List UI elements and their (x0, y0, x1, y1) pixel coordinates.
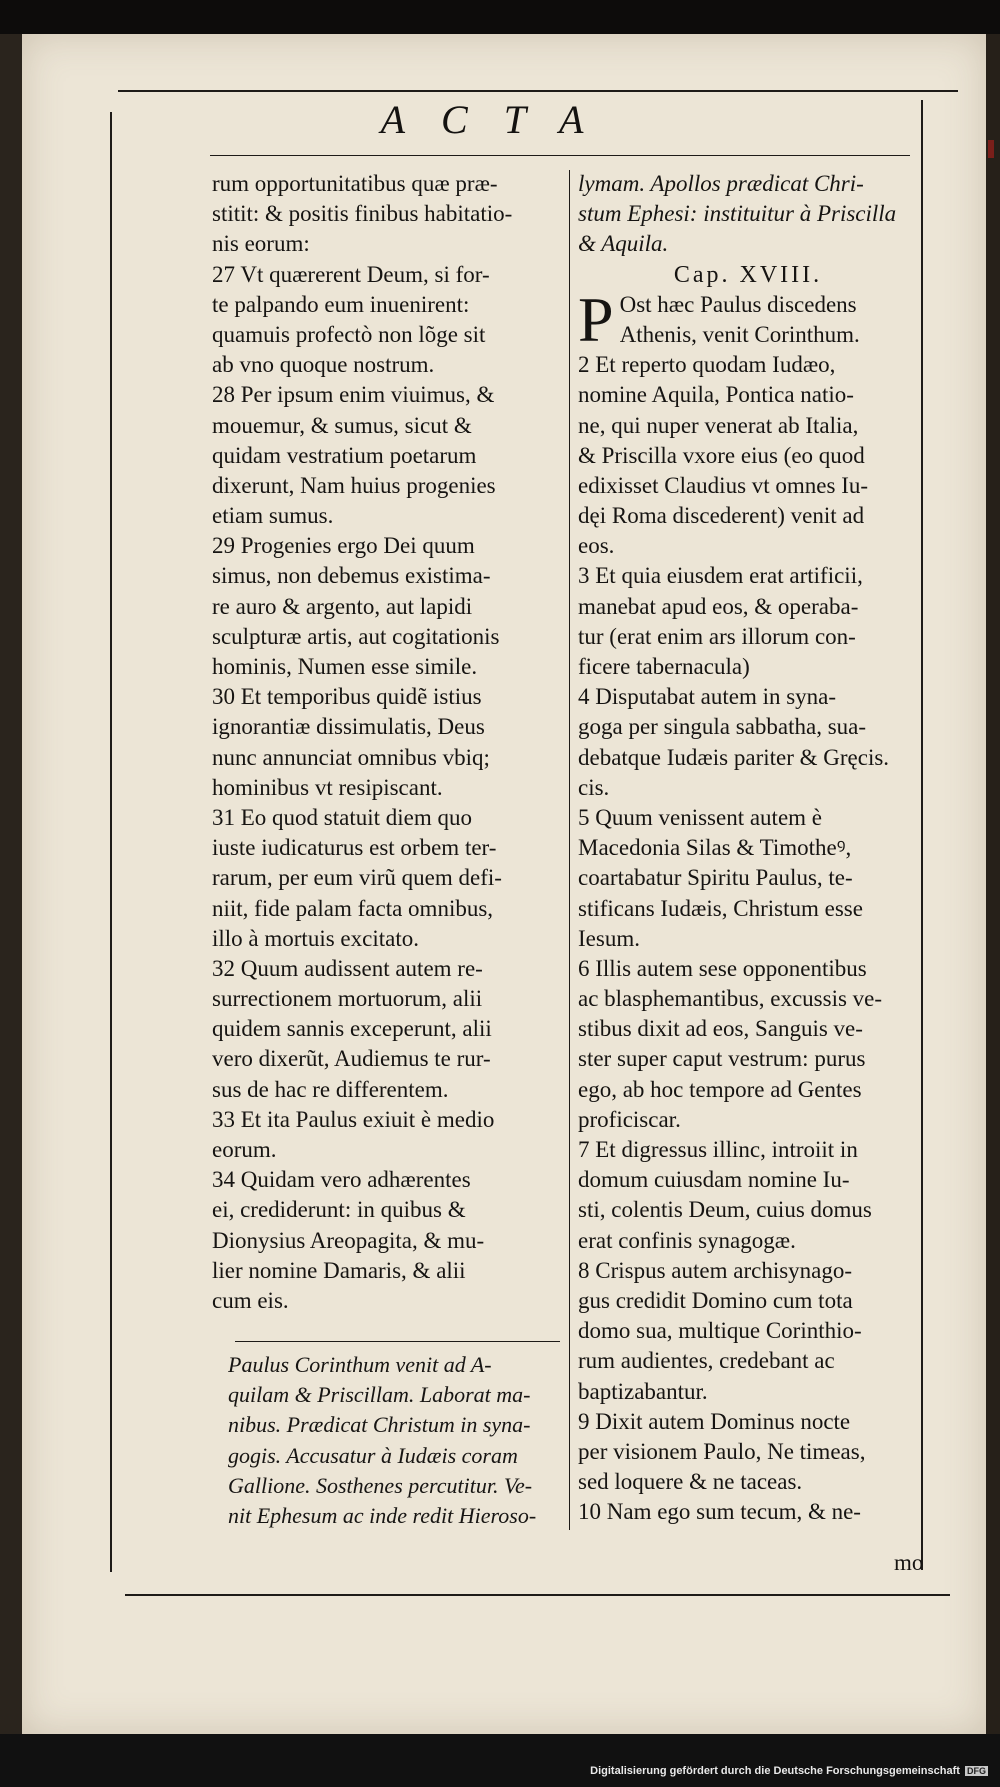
text-line: sed loquere & ne taceas. (578, 1469, 803, 1495)
summary-line: Gallione. Sosthenes percutitur. Ve- (228, 1472, 533, 1498)
text-line: Dionysius Areopagita, & mu- (212, 1227, 485, 1253)
text-line: simus, non debemus existima- (212, 563, 491, 589)
top-rule (118, 90, 958, 92)
text-line: 4 Disputabat autem in syna- (578, 684, 837, 710)
text-line: 33 Et ita Paulus exiuit è medio (212, 1106, 495, 1132)
text-line: quidem sannis exceperunt, alii (212, 1016, 492, 1042)
text-line: Iesum. (578, 925, 640, 951)
text-line: manebat apud eos, & operaba- (578, 593, 859, 619)
digitization-credit (590, 1765, 988, 1777)
text-line: dixerunt, Nam huius progenies (212, 472, 496, 498)
text-line: 34 Quidam vero adhærentes (212, 1167, 471, 1193)
text-line: mouemur, & sumus, sicut & (212, 412, 472, 438)
text-line: eos. (578, 533, 615, 559)
text-line: 31 Eo quod statuit diem quo (212, 804, 473, 830)
text-line: 27 Vt quærerent Deum, si for- (212, 261, 490, 287)
summary-line: quilam & Priscillam. Laborat ma- (228, 1382, 531, 1408)
text-line: coartabatur Spiritu Paulus, te- (578, 865, 853, 891)
chapter-summary-continued (578, 169, 918, 260)
text-line: ficere tabernacula) (578, 654, 750, 679)
text-line: per visionem Paulo, Ne timeas, (578, 1438, 866, 1464)
text-line: dęi Roma discederent) venit ad (578, 503, 865, 529)
summary-line: nit Ephesum ac inde redit Hieroso- (228, 1502, 537, 1528)
summary-line: nibus. Prædicat Christum in syna- (228, 1412, 531, 1438)
text-line: niit, fide palam facta omnibus, (212, 895, 494, 921)
text-line: nis eorum: (212, 231, 310, 257)
text-line: surrectionem mortuorum, alii (212, 986, 483, 1012)
text-line: ab vno quoque nostrum. (212, 352, 435, 378)
text-line: cis. (578, 774, 610, 800)
text-line: quamuis profectò non lõge sit (212, 321, 486, 347)
text-line: quidam vestratium poetarum (212, 442, 477, 468)
text-line: 5 Quum venissent autem è (578, 804, 823, 830)
text-line: rum opportunitatibus quæ præ- (212, 171, 498, 196)
text-line: te palpando eum inuenirent: (212, 291, 470, 317)
summary-line: Paulus Corinthum venit ad A- (228, 1352, 492, 1377)
text-line: Macedonia Silas & Timotheꝰ, (578, 835, 852, 861)
text-line: stificans Iudæis, Christum esse (578, 895, 863, 921)
text-line: tur (erat enim ars illorum con- (578, 623, 856, 649)
text-line: nomine Aquila, Pontica natio- (578, 382, 854, 408)
text-line: ne, qui nuper venerat ab Italia, (578, 412, 859, 438)
credit-text: Digitalisierung gefördert durch die Deutsche Forschungsgemeinschaft (590, 1765, 960, 1777)
text-line: Athenis, venit Corinthum. (619, 321, 860, 347)
text-line: edixisset Claudius vt omnes Iu- (578, 472, 869, 498)
right-body-lines (578, 350, 918, 1527)
text-line: Ost hæc Paulus discedens (619, 291, 857, 317)
chapter-opening (578, 283, 918, 355)
summary-separator (235, 1341, 560, 1342)
left-column (212, 169, 564, 1316)
text-line: rarum, per eum virũ quem defi- (212, 865, 502, 891)
text-line: sculpturæ artis, aut cogitationis (212, 623, 500, 649)
text-line: 6 Illis autem sese opponentibus (578, 955, 867, 981)
text-line: ei, crediderunt: in quibus & (212, 1197, 466, 1223)
right-frame-rule (921, 100, 923, 1570)
running-head: ACTA (380, 97, 620, 142)
column-divider (569, 170, 570, 1530)
chapter-heading: Cap. XVIII. (673, 261, 823, 288)
text-line: 28 Per ipsum enim viuimus, & (212, 382, 495, 408)
text-line: proficiscar. (578, 1106, 681, 1132)
text-line: 29 Progenies ergo Dei quum (212, 533, 475, 559)
text-line: sus de hac re differentem. (212, 1076, 449, 1102)
text-line: ignorantiæ dissimulatis, Deus (212, 714, 485, 740)
text-line: baptizabantur. (578, 1378, 708, 1404)
text-line: 32 Quum audissent autem re- (212, 955, 483, 981)
text-line: stitit: & positis finibus habitatio- (212, 201, 513, 227)
text-line: ster super caput vestrum: purus (578, 1046, 866, 1072)
summary-line: stum Ephesi: instituitur à Priscilla (578, 201, 897, 227)
text-line: hominis, Numen esse simile. (212, 654, 478, 679)
text-line: 10 Nam ego sum tecum, & ne- (578, 1499, 861, 1525)
text-line: 2 Et reperto quodam Iudæo, (578, 352, 836, 378)
text-line: illo à mortuis excitato. (212, 925, 419, 951)
right-column (578, 169, 918, 1527)
text-line: ac blasphemantibus, excussis ve- (578, 986, 883, 1012)
text-line: sti, colentis Deum, cuius domus (578, 1197, 872, 1223)
text-line: debatque Iudæis pariter & Gręcis. (578, 744, 890, 770)
summary-line: & Aquila. (578, 231, 669, 257)
text-line: gus credidit Domino cum tota (578, 1287, 853, 1313)
scan-right-border (986, 34, 1000, 1734)
scan-top-border (0, 0, 1000, 34)
text-line: 9 Dixit autem Dominus nocte (578, 1408, 851, 1434)
text-line: ego, ab hoc tempore ad Gentes (578, 1076, 862, 1102)
bottom-rule (125, 1594, 950, 1596)
text-line: goga per singula sabbatha, sua- (578, 714, 867, 740)
drop-capital: P (578, 283, 614, 355)
text-line: re auro & argento, aut lapidi (212, 593, 473, 619)
left-frame-rule (110, 112, 112, 1572)
catchword: mo (894, 1550, 924, 1575)
text-line: erat confinis synagogæ. (578, 1227, 796, 1253)
head-rule (210, 155, 910, 156)
text-line: domo sua, multique Corinthio- (578, 1318, 862, 1344)
text-line: etiam sumus. (212, 503, 334, 529)
text-line: 8 Crispus autem archisynago- (578, 1257, 853, 1283)
text-line: 3 Et quia eiusdem erat artificii, (578, 563, 863, 589)
opening-lines (578, 283, 918, 355)
text-line: cum eis. (212, 1287, 289, 1313)
text-line: 7 Et digressus illinc, introiit in (578, 1137, 858, 1162)
scan-left-border (0, 34, 22, 1734)
text-line: 30 Et temporibus quidẽ istius (212, 684, 482, 710)
scan-bottom-border (0, 1734, 1000, 1787)
text-line: domum cuiusdam nomine Iu- (578, 1167, 850, 1193)
text-line: iuste iudicaturus est orbem ter- (212, 835, 497, 861)
text-line: eorum. (212, 1137, 277, 1162)
chapter-summary (228, 1350, 568, 1531)
summary-line: gogis. Accusatur à Iudæis coram (228, 1442, 518, 1468)
text-line: rum audientes, credebant ac (578, 1348, 835, 1374)
text-line: stibus dixit ad eos, Sanguis ve- (578, 1016, 863, 1042)
text-line: vero dixerũt, Audiemus te rur- (212, 1046, 491, 1072)
dfg-logo: DFG (967, 1766, 986, 1776)
text-line: nunc annunciat omnibus vbiq; (212, 744, 490, 770)
text-line: hominibus vt resipiscant. (212, 774, 443, 800)
text-line: lier nomine Damaris, & alii (212, 1257, 466, 1283)
text-line: & Priscilla vxore eius (eo quod (578, 442, 865, 468)
summary-line: lymam. Apollos prædicat Chri- (578, 171, 864, 196)
